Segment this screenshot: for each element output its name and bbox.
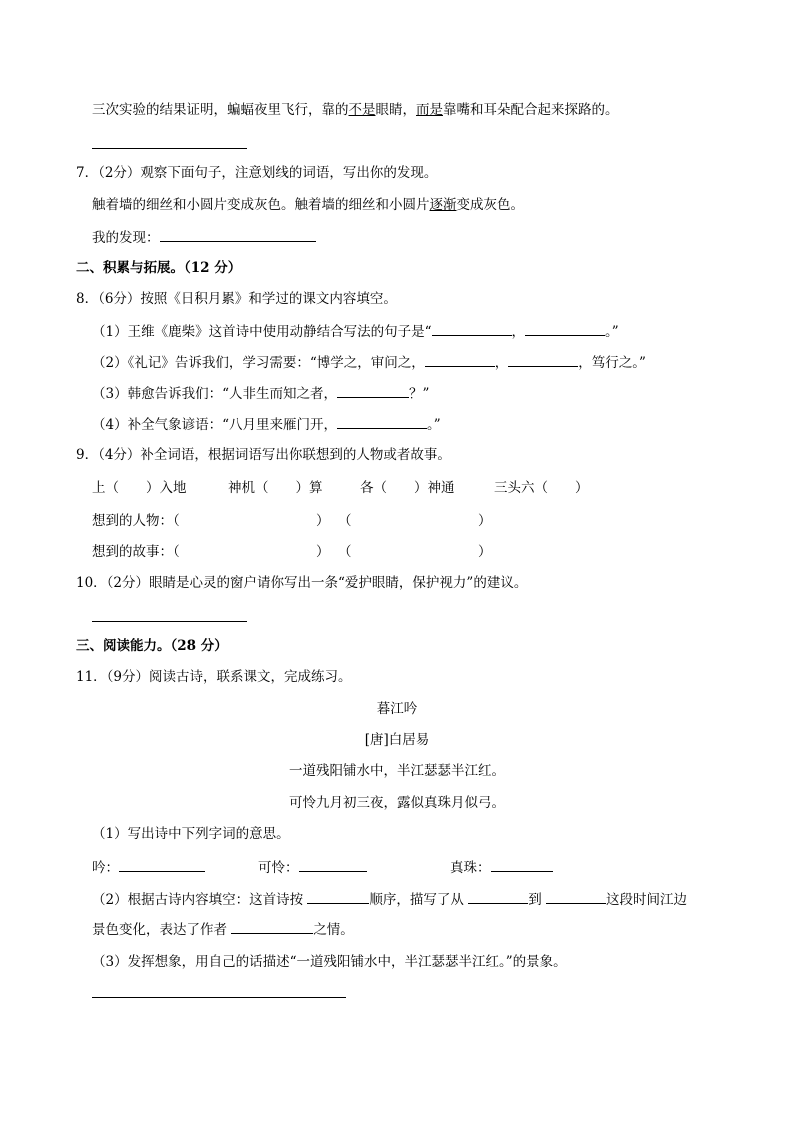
q6-underlined-2: 而是: [416, 102, 443, 118]
q11-part-2-line-2: [92, 920, 354, 939]
q6-underlined-1: 不是: [348, 102, 376, 118]
q6-text-mid: 眼睛，: [375, 102, 416, 118]
q11-3-answer-line[interactable]: [92, 997, 346, 998]
q11-2-text-a: （2）根据古诗内容填空：这首诗按: [92, 892, 308, 908]
q8-2-text: （2）《礼记》告诉我们，学习需要：“博学之，审问之，: [92, 355, 425, 371]
q8-3-blank[interactable]: [337, 384, 409, 398]
q9-story-label: 想到的故事：（: [92, 544, 180, 560]
q7-finding-blank[interactable]: [160, 228, 316, 242]
q11-word-yin: [92, 858, 205, 877]
q11-zhenzhu-label: 真珠：: [450, 860, 491, 876]
q7-finding-label: 我的发现：: [92, 230, 160, 246]
q7-sentences: [92, 196, 524, 214]
section-2-title: 二、积累与拓展。（12 分）: [76, 260, 242, 276]
q9-story-close-2: ）: [478, 544, 492, 560]
q8-2-end: ，笃行之。”: [578, 355, 646, 371]
q8-2-blank-2[interactable]: [508, 353, 578, 367]
q11-2-blank-order[interactable]: [307, 890, 369, 904]
q7-sentence-2a: 触着墙的细丝和小圆片: [294, 197, 430, 213]
q9-word-3[interactable]: 各（ ）神通: [360, 480, 455, 496]
q9-story-close-1: ）: [316, 544, 330, 560]
poem-line-1: 一道残阳铺水中，半江瑟瑟半江红。: [289, 763, 505, 779]
q8-item-4: [92, 415, 441, 434]
q10-stem: 10．（2分）眼睛是心灵的窗户请你写出一条“爱护眼睛，保护视力”的建议。: [76, 575, 528, 591]
q7-underlined: 逐渐: [429, 197, 457, 213]
q6-sentence: [92, 101, 619, 119]
q8-3-end: ？”: [409, 386, 430, 402]
q11-zhenzhu-blank[interactable]: [491, 858, 553, 872]
q8-4-blank[interactable]: [337, 415, 427, 429]
q11-2-text-d: 这段时间江边: [605, 892, 687, 908]
q8-3-text: （3）韩愈告诉我们：“人非生而知之者，: [92, 386, 337, 402]
q11-part-3: （3）发挥想象，用自己的话描述“一道残阳铺水中，半江瑟瑟半江红。”的景象。: [92, 954, 567, 970]
q6-text-suffix: 靠嘴和耳朵配合起来探路的。: [443, 102, 619, 118]
q11-kelian-blank[interactable]: [299, 858, 367, 872]
q11-2-blank-emotion[interactable]: [231, 920, 313, 934]
q6-answer-line[interactable]: [92, 148, 247, 149]
q7-sentence-1: 触着墙的细丝和小圆片变成灰色。: [92, 197, 295, 213]
q11-2-blank-to[interactable]: [546, 890, 606, 904]
q8-item-2: [92, 353, 646, 372]
q9-word-4[interactable]: 三头六（ ）: [494, 480, 589, 496]
q11-yin-label: 吟：: [92, 860, 119, 876]
q9-person-open-2: （: [338, 513, 352, 529]
q11-word-zhenzhu: [450, 858, 553, 877]
section-3-title: 三、阅读能力。（28 分）: [76, 638, 228, 654]
q8-1-end: 。”: [605, 324, 619, 340]
q11-2-blank-from[interactable]: [468, 890, 528, 904]
q9-word-2[interactable]: 神机（ ）算: [228, 480, 323, 496]
q7-stem: 7．（2分）观察下面句子，注意划线的词语，写出你的发现。: [76, 165, 438, 181]
q11-yin-blank[interactable]: [119, 858, 205, 872]
q8-1-comma: ，: [511, 324, 525, 340]
q8-2-comma: ，: [494, 355, 509, 371]
q8-1-blank-2[interactable]: [525, 322, 605, 336]
q8-1-blank-1[interactable]: [432, 322, 512, 336]
q11-part-2-line-1: [92, 890, 687, 909]
q8-item-1: [92, 322, 619, 341]
q7-finding: [92, 228, 316, 247]
q11-2-text-f: 之情。: [313, 922, 354, 938]
q8-item-3: [92, 384, 429, 403]
q11-2-text-c: 到: [528, 892, 546, 908]
q8-4-end: 。”: [427, 417, 441, 433]
q8-2-blank-1[interactable]: [425, 353, 495, 367]
q10-answer-line[interactable]: [92, 621, 247, 622]
q11-word-kelian: [258, 858, 367, 877]
poem-author: [唐]白居易: [364, 732, 430, 748]
q9-word-1[interactable]: 上（ ）入地: [92, 480, 187, 496]
q11-stem: 11．（9分）阅读古诗，联系课文，完成练习。: [76, 669, 352, 685]
q11-2-text-e: 景色变化，表达了作者: [92, 922, 232, 938]
q9-person-label: 想到的人物：（: [92, 513, 180, 529]
q6-text-prefix: 三次实验的结果证明，蝙蝠夜里飞行，靠的: [92, 102, 349, 118]
poem-title: 暮江吟: [376, 701, 418, 717]
q9-person-close-2: ）: [478, 513, 492, 529]
q11-2-text-b: 顺序，描写了从: [369, 892, 469, 908]
q11-part-1: （1）写出诗中下列字词的意思。: [92, 826, 290, 842]
q11-kelian-label: 可怜：: [258, 860, 299, 876]
q8-4-text: （4）补全气象谚语：“八月里来雁门开，: [92, 417, 337, 433]
q9-stem: 9．（4分）补全词语，根据词语写出你联想到的人物或者故事。: [76, 447, 451, 463]
poem-line-2: 可怜九月初三夜，露似真珠月似弓。: [289, 795, 505, 811]
q8-1-text: （1）王维《鹿柴》这首诗中使用动静结合写法的句子是“: [92, 324, 432, 340]
q9-person-close-1: ）: [316, 513, 330, 529]
q8-stem: 8．（6分）按照《日积月累》和学过的课文内容填空。: [76, 291, 397, 307]
q7-sentence-2b: 变成灰色。: [456, 197, 524, 213]
q9-story-open-2: （: [338, 544, 352, 560]
